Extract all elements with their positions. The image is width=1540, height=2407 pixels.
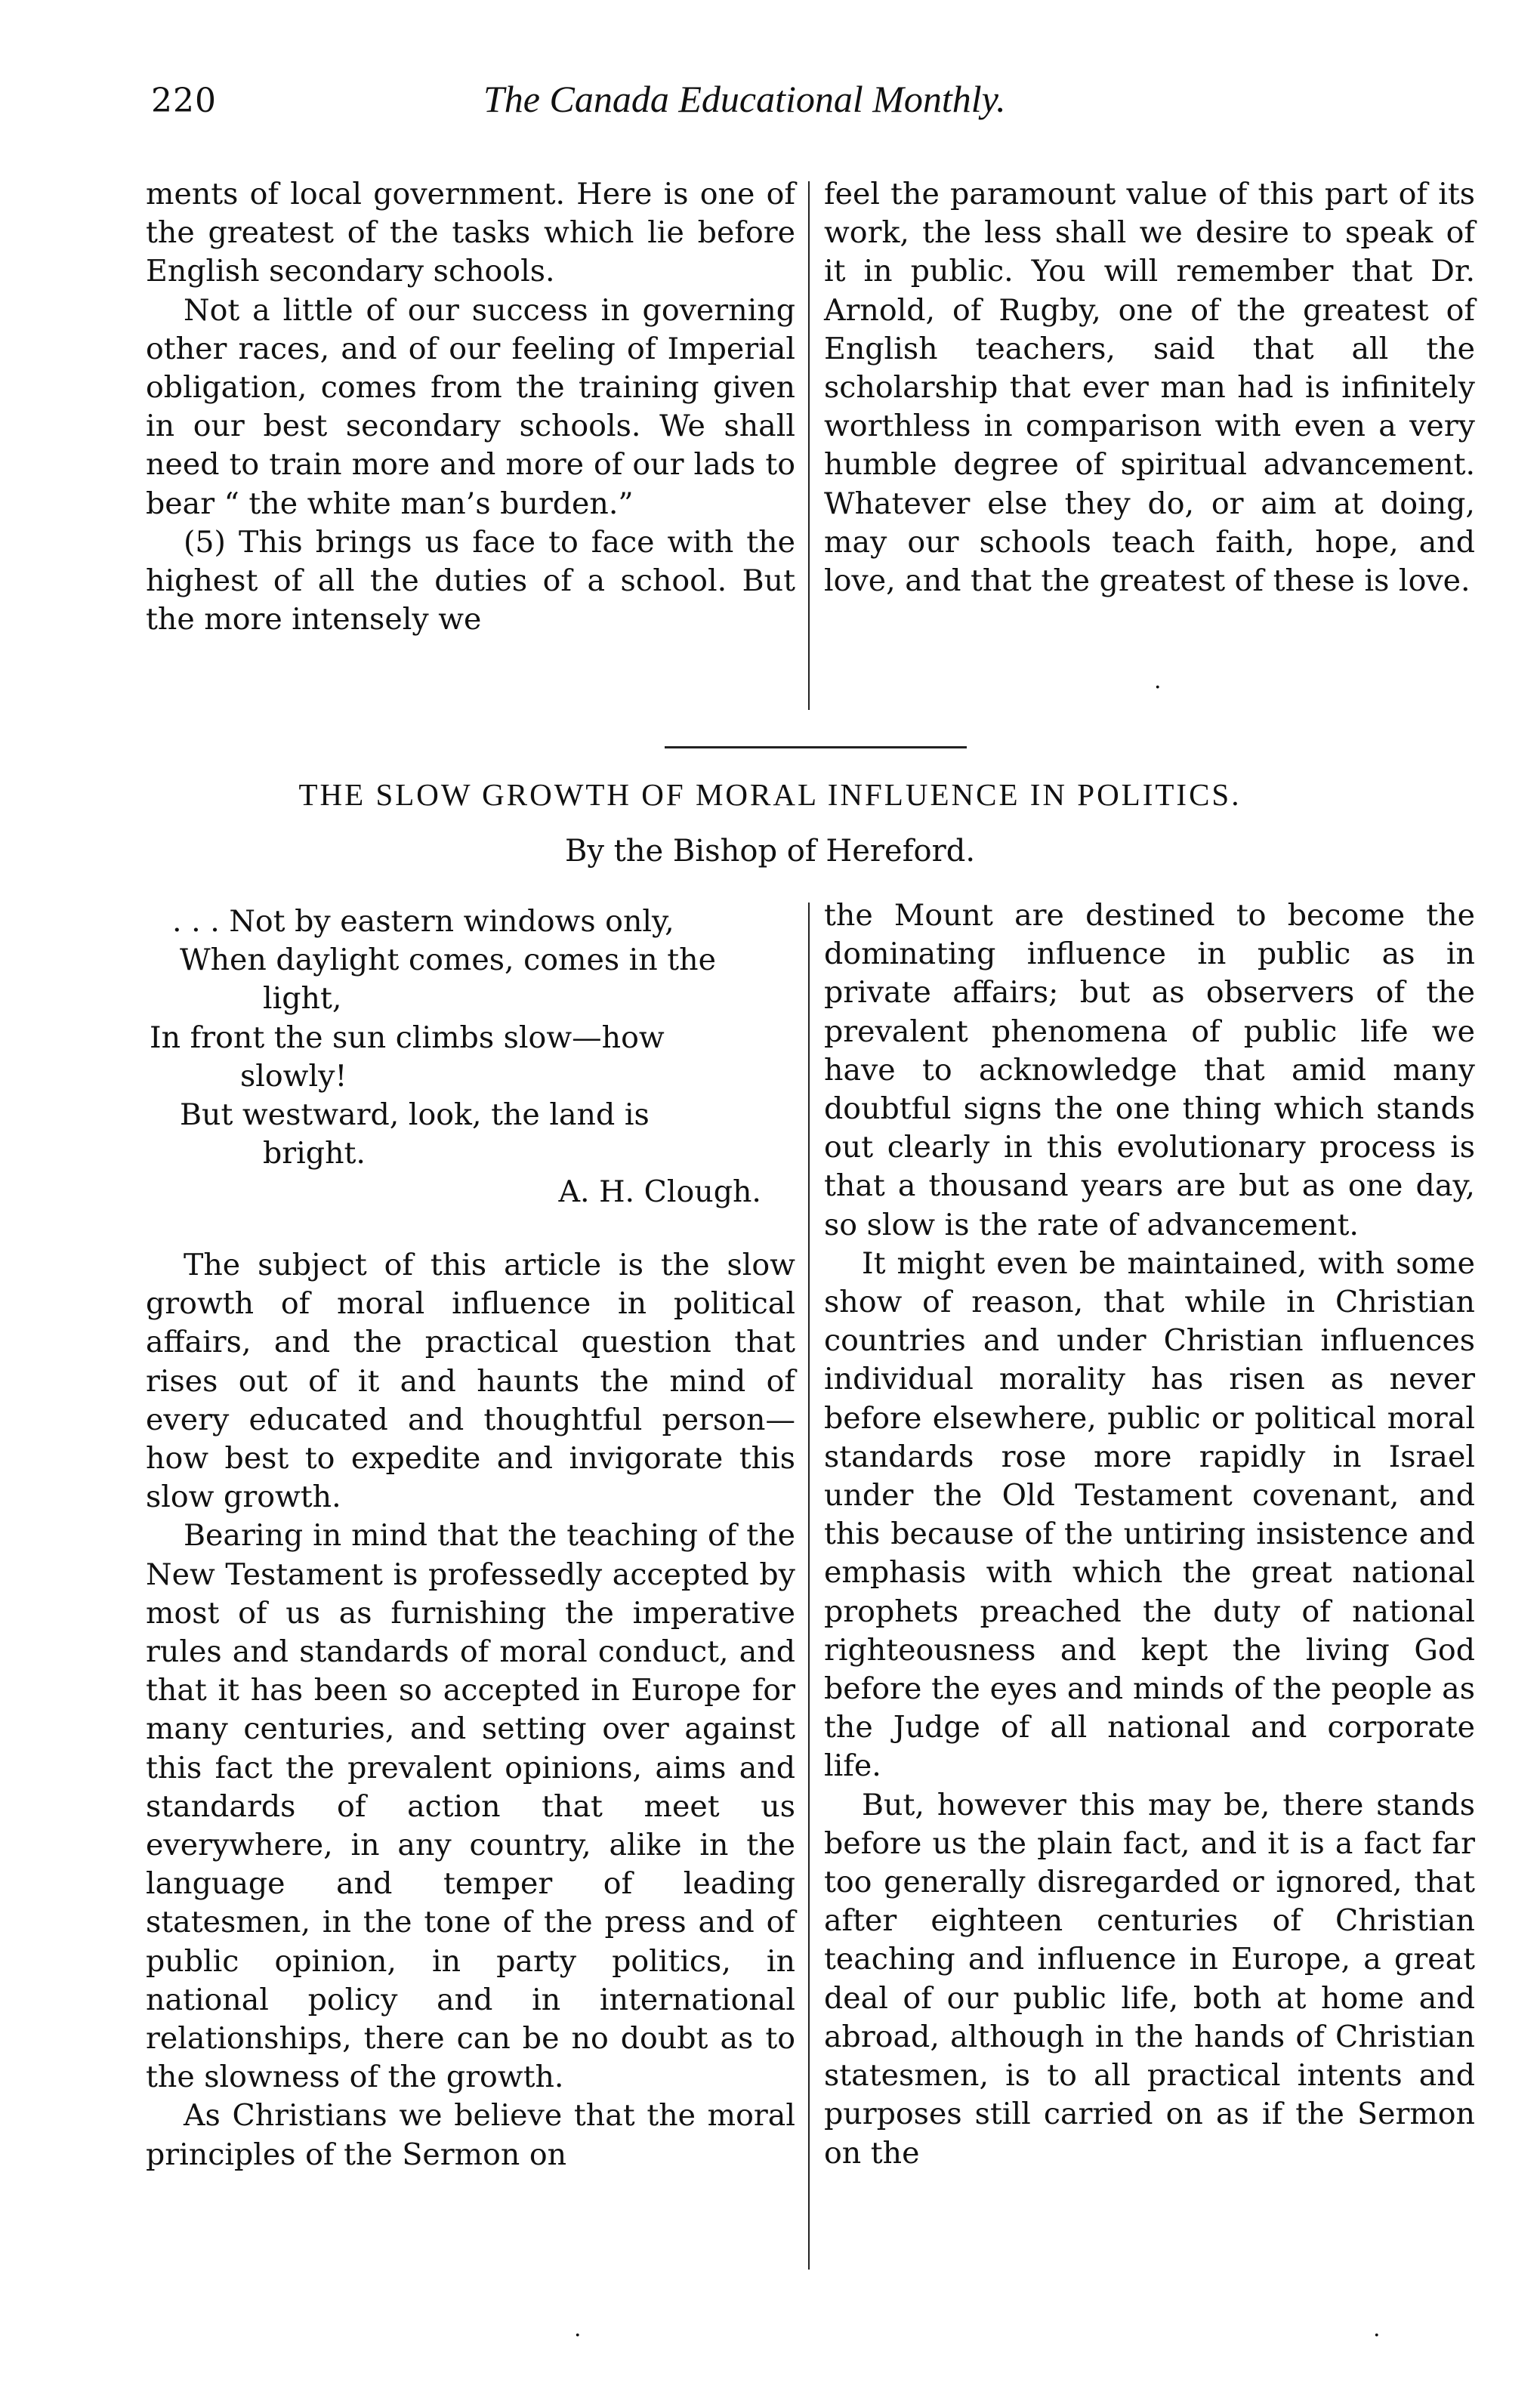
print-mark: · (1373, 2322, 1381, 2349)
top-right-column (824, 175, 1475, 600)
epigraph-line: . . . Not by eastern windows only, (172, 904, 674, 939)
paragraph: As Christians we believe that the moral principles of the Sermon on (146, 2098, 795, 2172)
print-mark: · (574, 2322, 582, 2349)
column-divider (808, 903, 810, 2270)
epigraph-line: slowly! (240, 1058, 347, 1094)
paragraph: the Mount are destined to become the dominating influence in public as in private affairs; but as observers of the prevalent phenomena of public life we have to acknowledge that amid many doubtful signs the one thing which stands out clearly in this evolutionary process is that a thousand years are but as one day, so slow is the rate of advancement. (824, 898, 1475, 1242)
epigraph (150, 903, 799, 1212)
page-number: 220 (151, 82, 217, 120)
epigraph-line: bright. (263, 1136, 366, 1171)
epigraph-line: In front the sun climbs slow—how (150, 1020, 665, 1055)
print-mark: · (1154, 674, 1162, 701)
paragraph: Not a little of our success in governing other races, and of our feeling of Imperial obligation, comes from the training given in our best secondary schools. We shall need to train more and more of our lads to bear “ the white man’s burden.” (146, 292, 795, 521)
bottom-left-column (146, 1246, 795, 2174)
column-divider (808, 181, 810, 710)
epigraph-author: A. H. Clough. (558, 1174, 761, 1210)
paragraph: Bearing in mind that the teaching of the New Testament is professedly accepted by most of us as furnishing the imperative rules and standards of moral conduct, and that it has been so accepted in Europe for many centuries, and setting over against this fact the prevalent opinions, aims and standards of action that meet us everywhere, in any country, alike in the language and temper of leading statesmen, in the tone of the press and of public opinion, in party politics, in national policy and in international relationships, there can be no doubt as to the slowness of the growth. (146, 1518, 795, 2095)
paragraph: ments of local government. Here is one of the greatest of the tasks which lie before English secondary schools. (146, 177, 795, 289)
paragraph: It might even be maintained, with some show of reason, that while in Christian countries and under Christian influences individual morality has risen as never before elsewhere, public or political moral standards rose more rapidly in Israel under the Old Testament covenant, and this because of the untiring insistence and emphasis with which the great national prophets preached the duty of national righteousness and kept the living God before the eyes and minds of the people as the Judge of all national and corporate life. (824, 1245, 1475, 1784)
bottom-right-column (824, 896, 1475, 2173)
paragraph: But, however this may be, there stands before us the plain fact, and it is a fact far too generally disregarded or ignored, that after eighteen centuries of Christian teaching and influence in Europe, a great deal of our public life, both at home and abroad, although in the hands of Christian statesmen, is to all practical intents and purposes still carried on as if the Sermon on the (824, 1787, 1475, 2171)
epigraph-line: When daylight comes, comes in the (180, 943, 716, 978)
paragraph: (5) This brings us face to face with the highest of all the duties of a school. But the more intensely we (146, 524, 795, 637)
running-title: The Canada Educational Monthly. (483, 78, 1006, 120)
epigraph-line: But westward, look, the land is (180, 1097, 650, 1133)
section-divider (665, 746, 967, 748)
paragraph: feel the paramount value of this part of its work, the less shall we desire to speak of it in public. You will remember that Dr. Arnold, of Rugby, one of the greatest of English teachers, said that all the scholarship that ever man had is infinitely worthless in comparison with even a very humble degree of spiritual advancement. Whatever else they do, or aim at doing, may our schools teach faith, hope, and love, and that the greatest of these is love. (824, 177, 1475, 599)
article-byline: By the Bishop of Hereford. (564, 834, 976, 869)
paragraph: The subject of this article is the slow growth of moral influence in political affairs, and the practical question that rises out of it and haunts the mind of every educated and thoughtful person—how best to expedite and invigorate this slow growth. (146, 1248, 795, 1515)
top-left-column (146, 175, 795, 639)
article-title: THE SLOW GROWTH OF MORAL INFLUENCE IN POLITICS. (298, 777, 1242, 812)
epigraph-line: light, (263, 981, 342, 1017)
